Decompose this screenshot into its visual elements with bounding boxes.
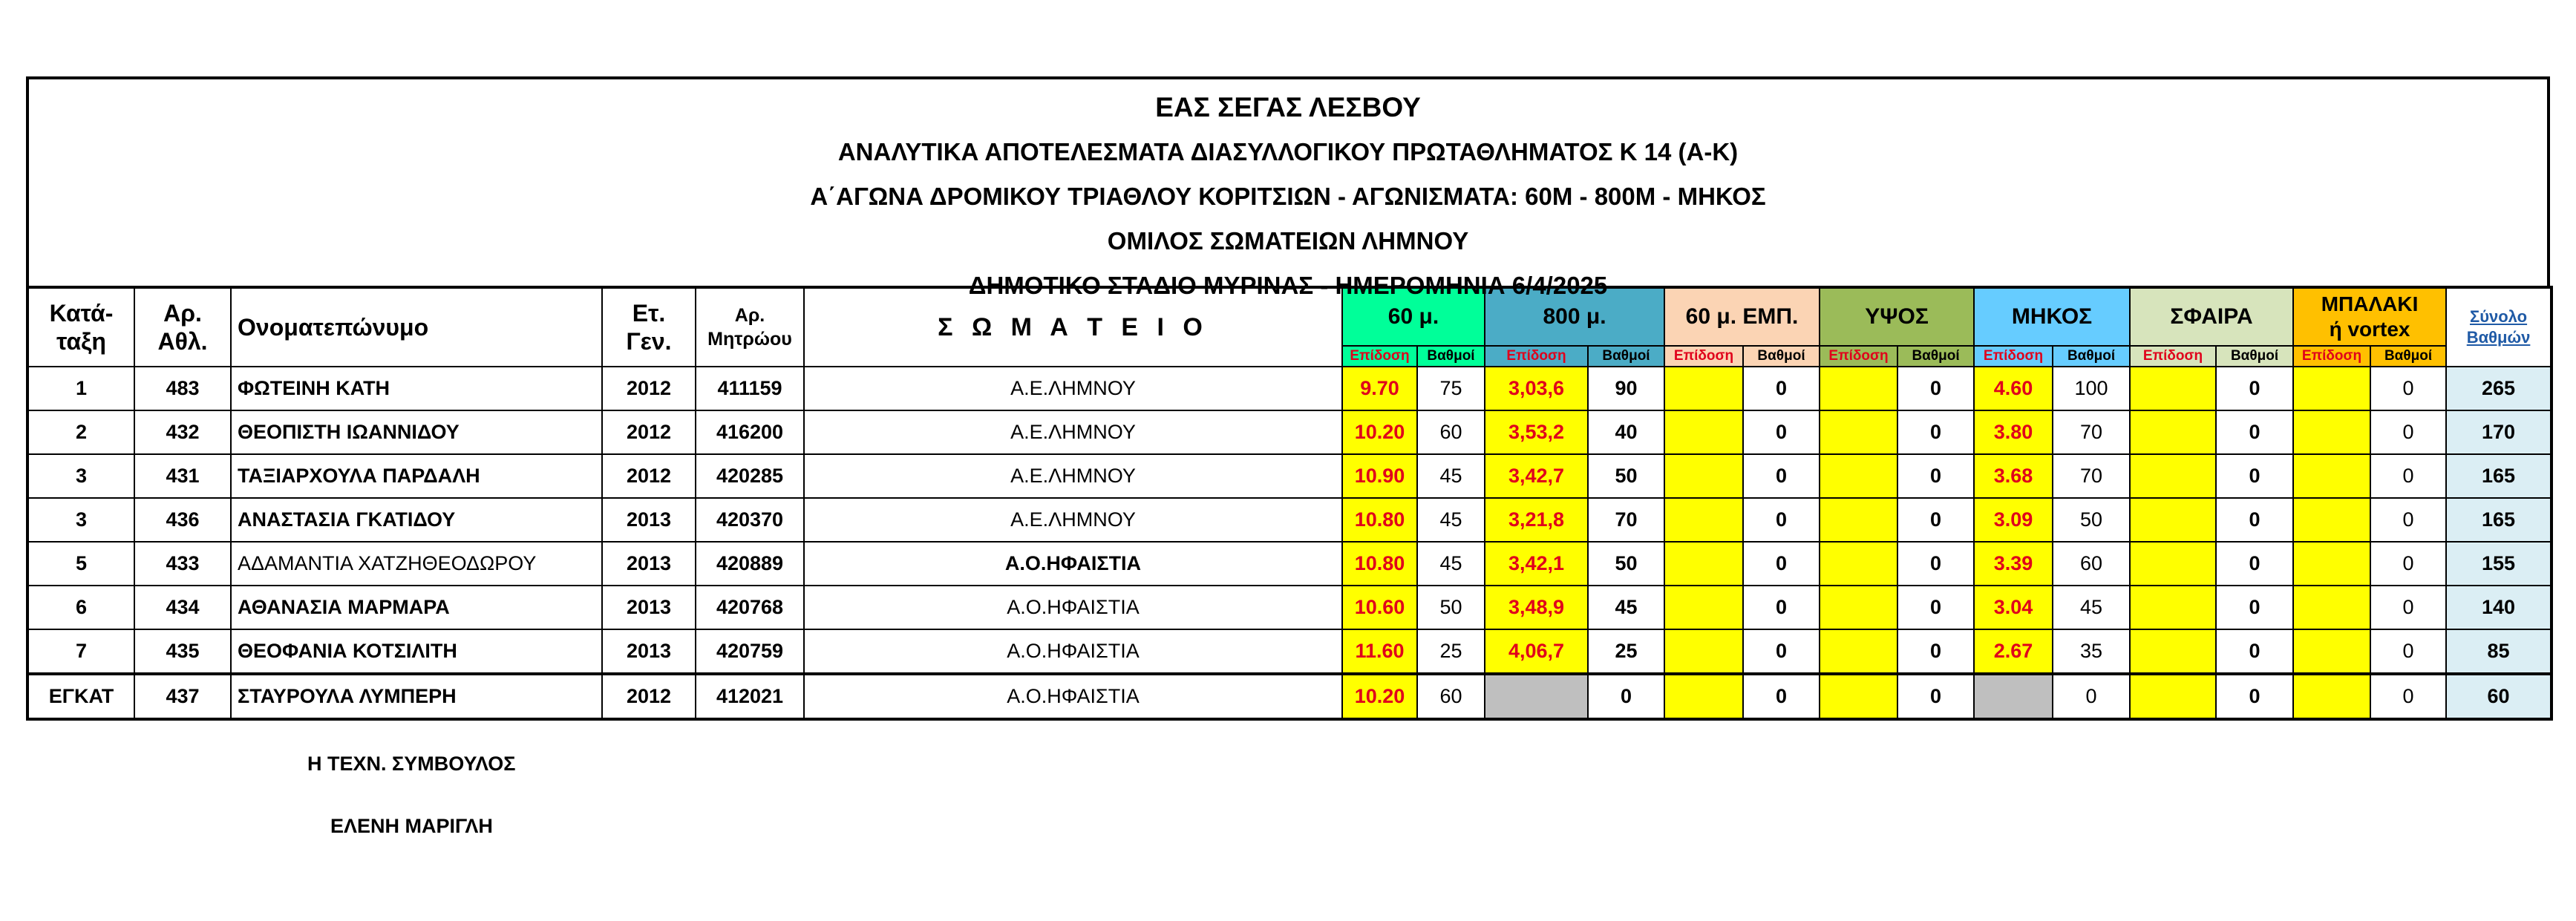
- birth-year-cell: 2013: [602, 542, 696, 586]
- points-hurdles: 0: [1743, 454, 1820, 498]
- birth-year-cell: 2012: [602, 454, 696, 498]
- perf-high-jump: [1820, 586, 1897, 629]
- rank-cell: 3: [27, 498, 134, 542]
- perf-high-jump: [1820, 367, 1897, 410]
- points-high-jump: 0: [1897, 498, 1974, 542]
- birth-year-cell: 2013: [602, 498, 696, 542]
- registry-cell: 411159: [696, 367, 804, 410]
- points-800m: 50: [1588, 454, 1664, 498]
- perf-long-jump: 3.68: [1974, 454, 2053, 498]
- bib-cell: 434: [134, 586, 231, 629]
- perf-subheader: Επίδοση: [1974, 346, 2053, 367]
- points-hurdles: 0: [1743, 367, 1820, 410]
- points-subheader: Βαθμοί: [1417, 346, 1485, 367]
- perf-800m: 4,06,7: [1485, 629, 1588, 674]
- points-ball-throw: 0: [2370, 629, 2446, 674]
- perf-hurdles: [1664, 674, 1743, 719]
- perf-long-jump: 3.04: [1974, 586, 2053, 629]
- event-shot-put-header: ΣΦΑΙΡΑ: [2130, 287, 2293, 346]
- points-high-jump: 0: [1897, 586, 1974, 629]
- points-subheader: Βαθμοί: [1897, 346, 1974, 367]
- perf-ball-throw: [2293, 454, 2370, 498]
- points-60m: 45: [1417, 498, 1485, 542]
- perf-60m: 10.20: [1342, 410, 1417, 454]
- perf-ball-throw: [2293, 674, 2370, 719]
- birth-year-cell: 2013: [602, 586, 696, 629]
- perf-shot-put: [2130, 498, 2216, 542]
- table-row: [27, 586, 2552, 629]
- points-shot-put: 0: [2216, 542, 2293, 586]
- table-row: [27, 367, 2552, 410]
- perf-hurdles: [1664, 498, 1743, 542]
- points-shot-put: 0: [2216, 674, 2293, 719]
- registry-cell: 420285: [696, 454, 804, 498]
- perf-shot-put: [2130, 674, 2216, 719]
- perf-60m: 10.80: [1342, 542, 1417, 586]
- points-long-jump: 60: [2053, 542, 2130, 586]
- table-row: [27, 542, 2552, 586]
- total-points: 265: [2446, 367, 2552, 410]
- sheet-header: [26, 76, 2550, 299]
- perf-hurdles: [1664, 586, 1743, 629]
- perf-subheader: Επίδοση: [1485, 346, 1588, 367]
- bib-cell: 436: [134, 498, 231, 542]
- perf-long-jump: [1974, 674, 2053, 719]
- perf-long-jump: 3.09: [1974, 498, 2053, 542]
- points-long-jump: 0: [2053, 674, 2130, 719]
- athlete-name: ΤΑΞΙΑΡΧΟΥΛΑ ΠΑΡΔΑΛΗ: [231, 454, 602, 498]
- perf-long-jump: 4.60: [1974, 367, 2053, 410]
- points-long-jump: 35: [2053, 629, 2130, 674]
- points-subheader: Βαθμοί: [1743, 346, 1820, 367]
- points-long-jump: 50: [2053, 498, 2130, 542]
- athlete-name: ΑΔΑΜΑΝΤΙΑ ΧΑΤΖΗΘΕΟΔΩΡΟΥ: [231, 542, 602, 586]
- rank-cell: 5: [27, 542, 134, 586]
- club-cell: Α.Ο.ΗΦΑΙΣΤΙΑ: [804, 586, 1342, 629]
- points-high-jump: 0: [1897, 454, 1974, 498]
- perf-800m: 3,42,7: [1485, 454, 1588, 498]
- perf-high-jump: [1820, 498, 1897, 542]
- perf-60m: 10.20: [1342, 674, 1417, 719]
- perf-60m: 10.60: [1342, 586, 1417, 629]
- points-800m: 50: [1588, 542, 1664, 586]
- club-cell: Α.Ε.ΛΗΜΝΟΥ: [804, 367, 1342, 410]
- perf-800m: [1485, 674, 1588, 719]
- points-high-jump: 0: [1897, 367, 1974, 410]
- perf-60m: 11.60: [1342, 629, 1417, 674]
- club-cell: Α.Ο.ΗΦΑΙΣΤΙΑ: [804, 542, 1342, 586]
- competition-title: ΑΝΑΛΥΤΙΚΑ ΑΠΟΤΕΛΕΣΜΑΤΑ ΔΙΑΣΥΛΛΟΓΙΚΟΥ ΠΡΩΤΑΘΛΗΜΑΤΟΣ Κ 14 (Α-Κ): [837, 138, 1739, 165]
- points-hurdles: 0: [1743, 410, 1820, 454]
- total-points: 165: [2446, 454, 2552, 498]
- points-shot-put: 0: [2216, 498, 2293, 542]
- points-ball-throw: 0: [2370, 367, 2446, 410]
- birth-year-cell: 2012: [602, 410, 696, 454]
- points-shot-put: 0: [2216, 454, 2293, 498]
- total-points-header[interactable]: Σύνολο Βαθμών: [2446, 287, 2552, 367]
- rank-cell: 1: [27, 367, 134, 410]
- registry-cell: 420889: [696, 542, 804, 586]
- points-800m: 70: [1588, 498, 1664, 542]
- points-subheader: Βαθμοί: [1588, 346, 1664, 367]
- results-table: [26, 286, 2553, 721]
- perf-hurdles: [1664, 367, 1743, 410]
- points-800m: 40: [1588, 410, 1664, 454]
- event-ball-throw-header: ΜΠΑΛΑΚΙ ή vortex: [2293, 287, 2446, 346]
- total-points: 165: [2446, 498, 2552, 542]
- points-long-jump: 100: [2053, 367, 2130, 410]
- registry-cell: 420768: [696, 586, 804, 629]
- points-ball-throw: 0: [2370, 542, 2446, 586]
- athlete-name: ΑΝΑΣΤΑΣΙΑ ΓΚΑΤΙΔΟΥ: [231, 498, 602, 542]
- event-60m-header: 60 μ.: [1342, 287, 1485, 346]
- club-cell: Α.Ο.ΗΦΑΙΣΤΙΑ: [804, 629, 1342, 674]
- perf-long-jump: 3.39: [1974, 542, 2053, 586]
- perf-high-jump: [1820, 542, 1897, 586]
- club-cell: Α.Ε.ΛΗΜΝΟΥ: [804, 454, 1342, 498]
- perf-shot-put: [2130, 367, 2216, 410]
- perf-ball-throw: [2293, 586, 2370, 629]
- club-cell: Α.Ε.ΛΗΜΝΟΥ: [804, 498, 1342, 542]
- perf-subheader: Επίδοση: [1664, 346, 1743, 367]
- points-long-jump: 45: [2053, 586, 2130, 629]
- points-shot-put: 0: [2216, 629, 2293, 674]
- perf-hurdles: [1664, 454, 1743, 498]
- points-high-jump: 0: [1897, 542, 1974, 586]
- athlete-name: ΘΕΟΦΑΝΙΑ ΚΟΤΣΙΛΙΤΗ: [231, 629, 602, 674]
- rank-cell: 7: [27, 629, 134, 674]
- points-hurdles: 0: [1743, 586, 1820, 629]
- bib-cell: 431: [134, 454, 231, 498]
- bib-cell: 483: [134, 367, 231, 410]
- registry-cell: 416200: [696, 410, 804, 454]
- club-cell: Α.Ο.ΗΦΑΙΣΤΙΑ: [804, 674, 1342, 719]
- bib-cell: 432: [134, 410, 231, 454]
- event-description: Α΄ΑΓΩΝΑ ΔΡΟΜΙΚΟΥ ΤΡΙΑΘΛΟΥ ΚΟΡΙΤΣΙΩΝ - ΑΓΩΝΙΣΜΑΤΑ: 60Μ - 800Μ - ΜΗΚΟΣ: [810, 183, 1766, 210]
- total-points: 60: [2446, 674, 2552, 719]
- results-sheet: [26, 76, 2550, 721]
- birth-year-cell: 2013: [602, 629, 696, 674]
- event-high-jump-header: ΥΨΟΣ: [1820, 287, 1974, 346]
- bib-header: Αρ. Αθλ.: [134, 287, 231, 367]
- perf-ball-throw: [2293, 367, 2370, 410]
- perf-subheader: Επίδοση: [1342, 346, 1417, 367]
- signatory-role: Η ΤΕΧΝ. ΣΥΜΒΟΥΛΟΣ: [307, 753, 516, 775]
- perf-60m: 10.80: [1342, 498, 1417, 542]
- points-60m: 45: [1417, 542, 1485, 586]
- perf-hurdles: [1664, 542, 1743, 586]
- bib-cell: 437: [134, 674, 231, 719]
- perf-shot-put: [2130, 454, 2216, 498]
- table-row: [27, 454, 2552, 498]
- perf-shot-put: [2130, 586, 2216, 629]
- points-shot-put: 0: [2216, 367, 2293, 410]
- registry-header: Αρ. Μητρώου: [696, 287, 804, 367]
- rank-cell: ΕΓΚΑΤ: [27, 674, 134, 719]
- perf-shot-put: [2130, 542, 2216, 586]
- points-long-jump: 70: [2053, 410, 2130, 454]
- perf-shot-put: [2130, 410, 2216, 454]
- registry-cell: 420370: [696, 498, 804, 542]
- points-subheader: Βαθμοί: [2216, 346, 2293, 367]
- perf-ball-throw: [2293, 498, 2370, 542]
- perf-high-jump: [1820, 454, 1897, 498]
- points-long-jump: 70: [2053, 454, 2130, 498]
- table-row: [27, 629, 2552, 674]
- perf-800m: 3,48,9: [1485, 586, 1588, 629]
- points-60m: 45: [1417, 454, 1485, 498]
- perf-ball-throw: [2293, 629, 2370, 674]
- birth-year-header: Ετ. Γεν.: [602, 287, 696, 367]
- birth-year-cell: 2012: [602, 367, 696, 410]
- perf-subheader: Επίδοση: [2293, 346, 2370, 367]
- perf-subheader: Επίδοση: [2130, 346, 2216, 367]
- sheet-title: ΕΑΣ ΣΕΓΑΣ ΛΕΣΒΟΥ: [1155, 92, 1421, 122]
- rank-cell: 3: [27, 454, 134, 498]
- perf-subheader: Επίδοση: [1820, 346, 1897, 367]
- points-ball-throw: 0: [2370, 410, 2446, 454]
- athlete-name: ΘΕΟΠΙΣΤΗ ΙΩΑΝΝΙΔΟΥ: [231, 410, 602, 454]
- perf-hurdles: [1664, 410, 1743, 454]
- perf-800m: 3,53,2: [1485, 410, 1588, 454]
- event-long-jump-header: ΜΗΚΟΣ: [1974, 287, 2130, 346]
- bib-cell: 435: [134, 629, 231, 674]
- perf-long-jump: 2.67: [1974, 629, 2053, 674]
- perf-high-jump: [1820, 674, 1897, 719]
- perf-long-jump: 3.80: [1974, 410, 2053, 454]
- table-row: [27, 498, 2552, 542]
- points-hurdles: 0: [1743, 498, 1820, 542]
- event-hurdles-header: 60 μ. ΕΜΠ.: [1664, 287, 1820, 346]
- points-hurdles: 0: [1743, 542, 1820, 586]
- name-header: Ονοματεπώνυμο: [231, 287, 602, 367]
- points-subheader: Βαθμοί: [2370, 346, 2446, 367]
- perf-800m: 3,03,6: [1485, 367, 1588, 410]
- points-ball-throw: 0: [2370, 674, 2446, 719]
- rank-header: Κατά- ταξη: [27, 287, 134, 367]
- perf-ball-throw: [2293, 542, 2370, 586]
- perf-60m: 10.90: [1342, 454, 1417, 498]
- perf-60m: 9.70: [1342, 367, 1417, 410]
- points-hurdles: 0: [1743, 629, 1820, 674]
- points-subheader: Βαθμοί: [2053, 346, 2130, 367]
- perf-800m: 3,42,1: [1485, 542, 1588, 586]
- points-shot-put: 0: [2216, 586, 2293, 629]
- table-row: [27, 410, 2552, 454]
- perf-shot-put: [2130, 629, 2216, 674]
- perf-high-jump: [1820, 410, 1897, 454]
- athlete-name: ΑΘΑΝΑΣΙΑ ΜΑΡΜΑΡΑ: [231, 586, 602, 629]
- points-ball-throw: 0: [2370, 498, 2446, 542]
- group-name: ΟΜΙΛΟΣ ΣΩΜΑΤΕΙΩΝ ΛΗΜΝΟΥ: [1107, 227, 1469, 255]
- table-row: [27, 674, 2552, 719]
- club-cell: Α.Ε.ΛΗΜΝΟΥ: [804, 410, 1342, 454]
- points-high-jump: 0: [1897, 674, 1974, 719]
- athlete-name: ΣΤΑΥΡΟΥΛΑ ΛΥΜΠΕΡΗ: [231, 674, 602, 719]
- points-high-jump: 0: [1897, 629, 1974, 674]
- points-60m: 50: [1417, 586, 1485, 629]
- points-shot-put: 0: [2216, 410, 2293, 454]
- points-high-jump: 0: [1897, 410, 1974, 454]
- points-60m: 25: [1417, 629, 1485, 674]
- venue-date: ΔΗΜΟΤΙΚΟ ΣΤΑΔΙΟ ΜΥΡΙΝΑΣ - ΗΜΕΡΟΜΗΝΙΑ 6/4/2025: [968, 272, 1608, 299]
- perf-ball-throw: [2293, 410, 2370, 454]
- athlete-name: ΦΩΤΕΙΝΗ ΚΑΤΗ: [231, 367, 602, 410]
- total-points: 140: [2446, 586, 2552, 629]
- points-800m: 0: [1588, 674, 1664, 719]
- event-800m-header: 800 μ.: [1485, 287, 1664, 346]
- points-800m: 45: [1588, 586, 1664, 629]
- points-ball-throw: 0: [2370, 454, 2446, 498]
- total-points: 85: [2446, 629, 2552, 674]
- points-60m: 60: [1417, 674, 1485, 719]
- total-points: 155: [2446, 542, 2552, 586]
- birth-year-cell: 2012: [602, 674, 696, 719]
- total-points: 170: [2446, 410, 2552, 454]
- perf-hurdles: [1664, 629, 1743, 674]
- perf-high-jump: [1820, 629, 1897, 674]
- points-hurdles: 0: [1743, 674, 1820, 719]
- points-60m: 75: [1417, 367, 1485, 410]
- points-ball-throw: 0: [2370, 586, 2446, 629]
- club-header: Σ Ω Μ Α Τ Ε Ι Ο: [804, 287, 1342, 367]
- points-800m: 25: [1588, 629, 1664, 674]
- points-60m: 60: [1417, 410, 1485, 454]
- bib-cell: 433: [134, 542, 231, 586]
- perf-800m: 3,21,8: [1485, 498, 1588, 542]
- signatory-name: ΕΛΕΝΗ ΜΑΡΙΓΛΗ: [330, 815, 493, 837]
- registry-cell: 412021: [696, 674, 804, 719]
- rank-cell: 2: [27, 410, 134, 454]
- rank-cell: 6: [27, 586, 134, 629]
- registry-cell: 420759: [696, 629, 804, 674]
- points-800m: 90: [1588, 367, 1664, 410]
